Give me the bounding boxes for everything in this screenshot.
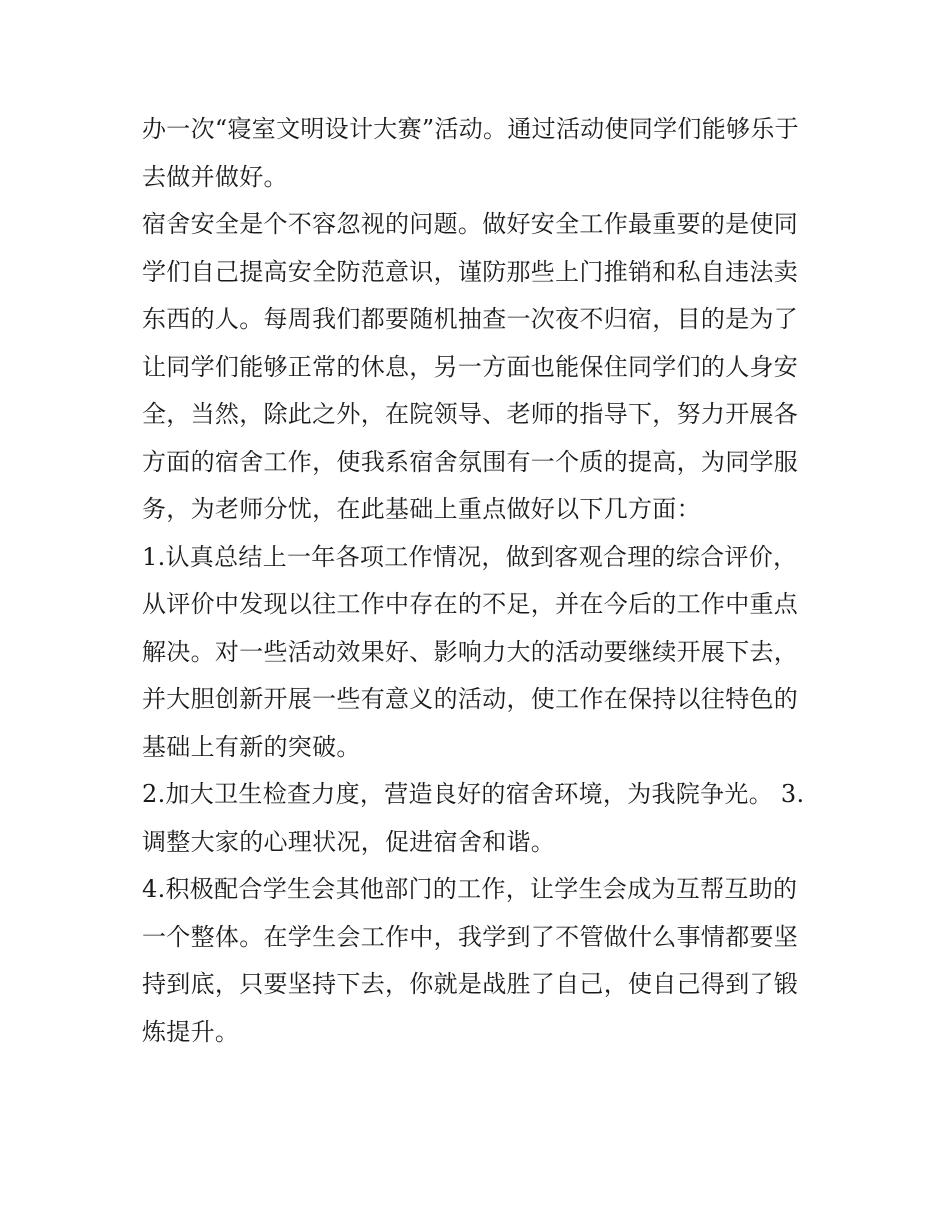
- text-line-14: 基础上有新的突破。: [142, 732, 361, 761]
- text-line-9: 务，为老师分忧，在此基础上重点做好以下几方面：: [142, 495, 701, 523]
- text-line-12: 解决。对一些活动效果好、影响力大的活动要继续开展下去，: [142, 637, 799, 666]
- text-line-20: 炼提升。: [142, 1017, 240, 1046]
- document-body: [142, 106, 814, 1056]
- text-line-13: 并大胆创新开展一些有意义的活动，使工作在保持以往特色的: [142, 685, 799, 713]
- text-line-18: 一个整体。在学生会工作中，我学到了不管做什么事情都要坚: [142, 922, 799, 951]
- text-line-10: 1.认真总结上一年各项工作情况，做到客观合理的综合评价，: [142, 542, 798, 571]
- text-line-6: 让同学们能够正常的休息，另一方面也能保住同学们的人身安: [142, 352, 799, 381]
- text-line-7: 全，当然，除此之外，在院领导、老师的指导下，努力开展各: [142, 400, 799, 428]
- text-line-4: 学们自己提高安全防范意识，谨防那些上门推销和私自违法卖: [142, 257, 799, 286]
- text-line-3: 宿舍安全是个不容忽视的问题。做好安全工作最重要的是使同: [142, 210, 799, 238]
- text-line-19: 持到底，只要坚持下去，你就是战胜了自己，使自己得到了锻: [142, 970, 799, 998]
- text-line-17: 4.积极配合学生会其他部门的工作，让学生会成为互帮互助的: [142, 875, 798, 903]
- text-line-5: 东西的人。每周我们都要随机抽查一次夜不归宿，目的是为了: [142, 305, 799, 333]
- text-line-2: 去做并做好。: [142, 162, 288, 191]
- text-line-15: 2.加大卫生检查力度，营造良好的宿舍环境，为我院争光。 3.: [142, 780, 805, 808]
- text-line-11: 从评价中发现以往工作中存在的不足，并在今后的工作中重点: [142, 590, 799, 618]
- text-line-16: 调整大家的心理状况，促进宿舍和谐。: [142, 827, 556, 856]
- text-line-1: 办一次“寝室文明设计大赛”活动。通过活动使同学们能够乐于: [142, 115, 799, 143]
- text-line-8: 方面的宿舍工作，使我系宿舍氛围有一个质的提高，为同学服: [142, 447, 799, 476]
